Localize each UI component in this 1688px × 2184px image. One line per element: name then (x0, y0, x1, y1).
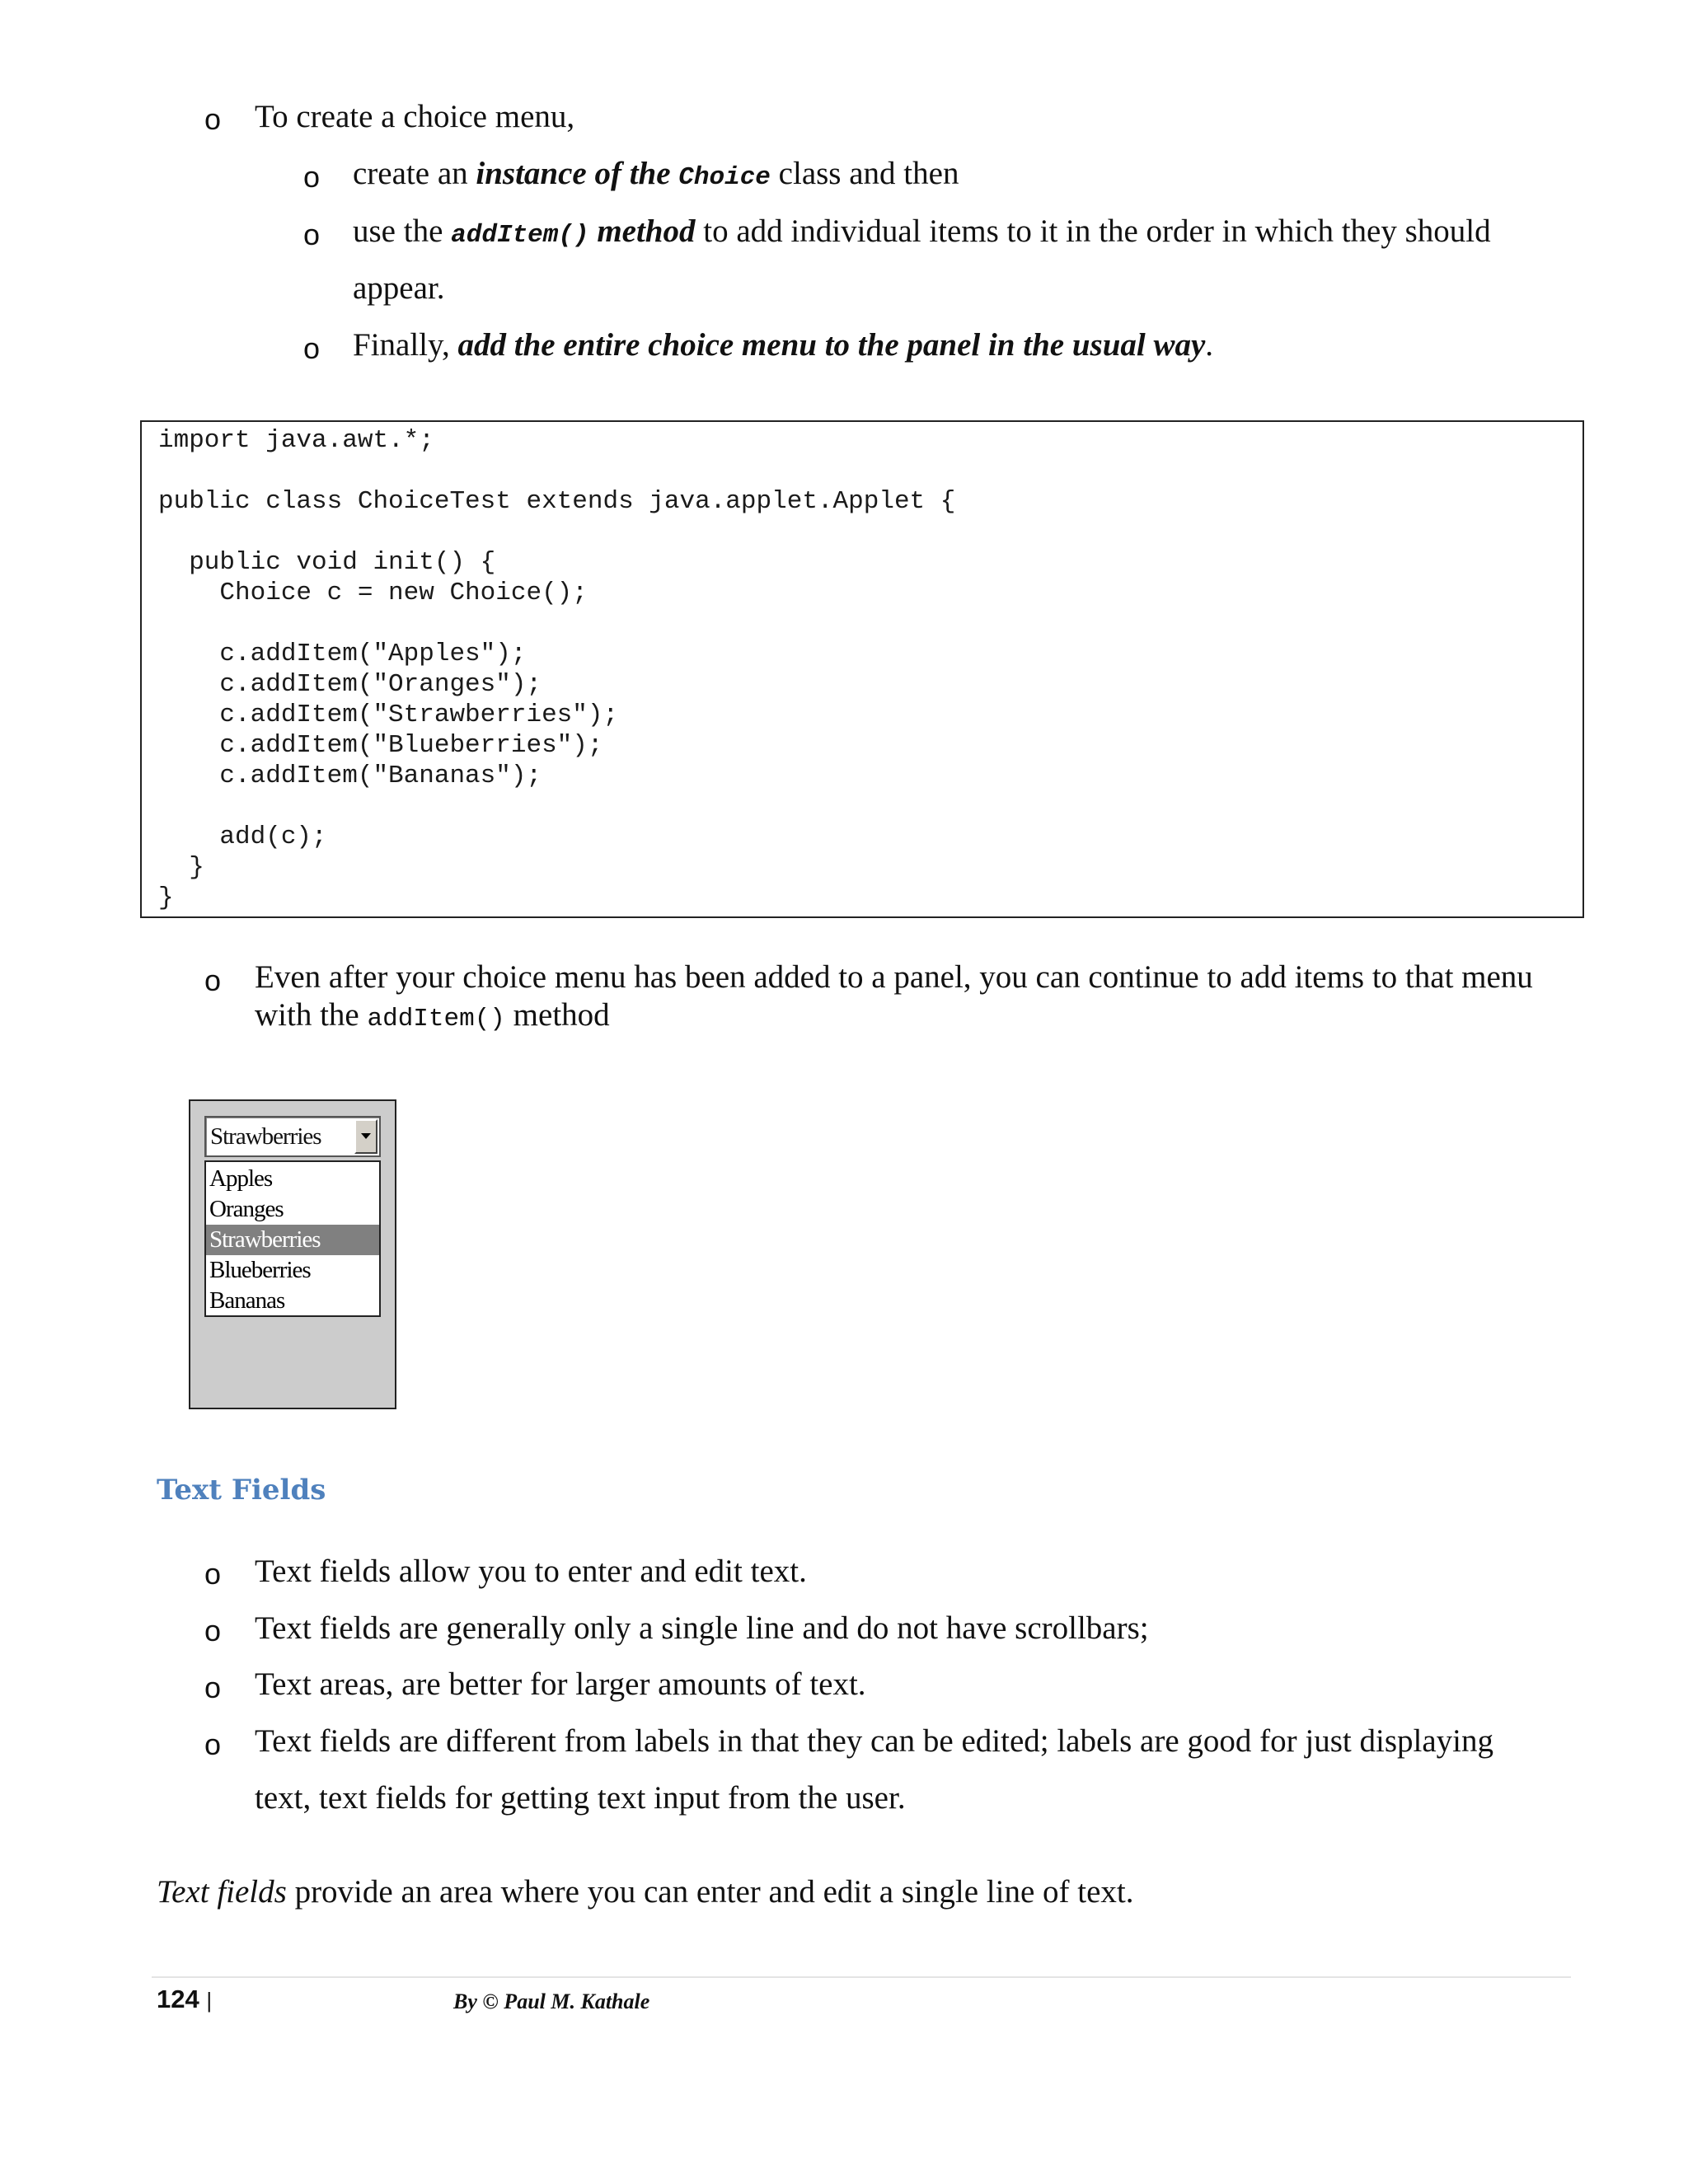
code-line: c.addItem("Oranges"); (158, 670, 542, 699)
bullet-marker: o (303, 160, 321, 194)
choice-selected-value: Strawberries (210, 1123, 321, 1150)
paragraph: Text fields provide an area where you can enter and edit a single line of text. (157, 1874, 1134, 1910)
choice-option-strawberries[interactable]: Strawberries (206, 1225, 379, 1255)
bullet-marker: o (303, 331, 321, 365)
code-line: c.addItem("Apples"); (158, 640, 527, 668)
code-line: } (158, 883, 174, 912)
bullet-text: Even after your choice menu has been added to a panel, you can continue to add items to that menu (255, 959, 1533, 995)
code-line: c.addItem("Strawberries"); (158, 701, 619, 729)
bullet-text: Text fields allow you to enter and edit text. (255, 1554, 807, 1589)
bullet-marker: o (204, 1671, 222, 1704)
bullet-marker: o (204, 1727, 222, 1761)
bullet-text-continuation: text, text fields for getting text input from the user. (255, 1780, 906, 1816)
code-listing (140, 420, 1584, 918)
bullet-text: use the addItem() method to add individual items to it in the order in which they should (353, 213, 1491, 250)
bullet-text: Finally, add the entire choice menu to the panel in the usual way. (353, 327, 1214, 363)
choice-option-bananas[interactable]: Bananas (209, 1287, 285, 1314)
bullet-text-continuation: appear. (353, 270, 445, 306)
bullet-text: create an instance of the Choice class and then (353, 156, 959, 192)
applet-panel-figure (189, 1099, 396, 1409)
footer-divider (152, 1976, 1571, 1978)
bullet-marker: o (204, 963, 222, 997)
code-line: } (158, 853, 204, 882)
code-line: import java.awt.*; (158, 426, 434, 455)
code-line: public void init() { (158, 548, 496, 577)
code-line: Choice c = new Choice(); (158, 579, 588, 607)
code-line: c.addItem("Blueberries"); (158, 731, 603, 760)
choice-option-blueberries[interactable]: Blueberries (209, 1257, 311, 1283)
bullet-marker: o (204, 1614, 222, 1647)
bullet-text: To create a choice menu, (255, 99, 575, 134)
choice-option-oranges[interactable]: Oranges (209, 1196, 284, 1222)
dropdown-button[interactable] (354, 1119, 377, 1154)
page-number: 124 | (157, 1985, 213, 2013)
footer-author: By © Paul M. Kathale (453, 1990, 650, 2013)
choice-options-list (204, 1160, 381, 1317)
bullet-marker: o (303, 218, 321, 251)
bullet-marker: o (204, 102, 222, 136)
code-line: public class ChoiceTest extends java.applet.Applet { (158, 487, 956, 516)
section-heading: Text Fields (157, 1474, 326, 1507)
chevron-down-icon (361, 1133, 371, 1139)
code-line: c.addItem("Bananas"); (158, 762, 542, 790)
bullet-text: Text fields are generally only a single line and do not have scrollbars; (255, 1610, 1149, 1646)
code-line: add(c); (158, 823, 327, 851)
bullet-text-continuation: with the addItem() method (255, 997, 610, 1033)
bullet-text: Text areas, are better for larger amounts of text. (255, 1666, 866, 1702)
bullet-marker: o (204, 1557, 222, 1591)
choice-dropdown[interactable] (204, 1116, 381, 1157)
choice-option-apples[interactable]: Apples (209, 1165, 273, 1192)
bullet-text: Text fields are different from labels in that they can be edited; labels are good for just displaying (255, 1723, 1493, 1759)
